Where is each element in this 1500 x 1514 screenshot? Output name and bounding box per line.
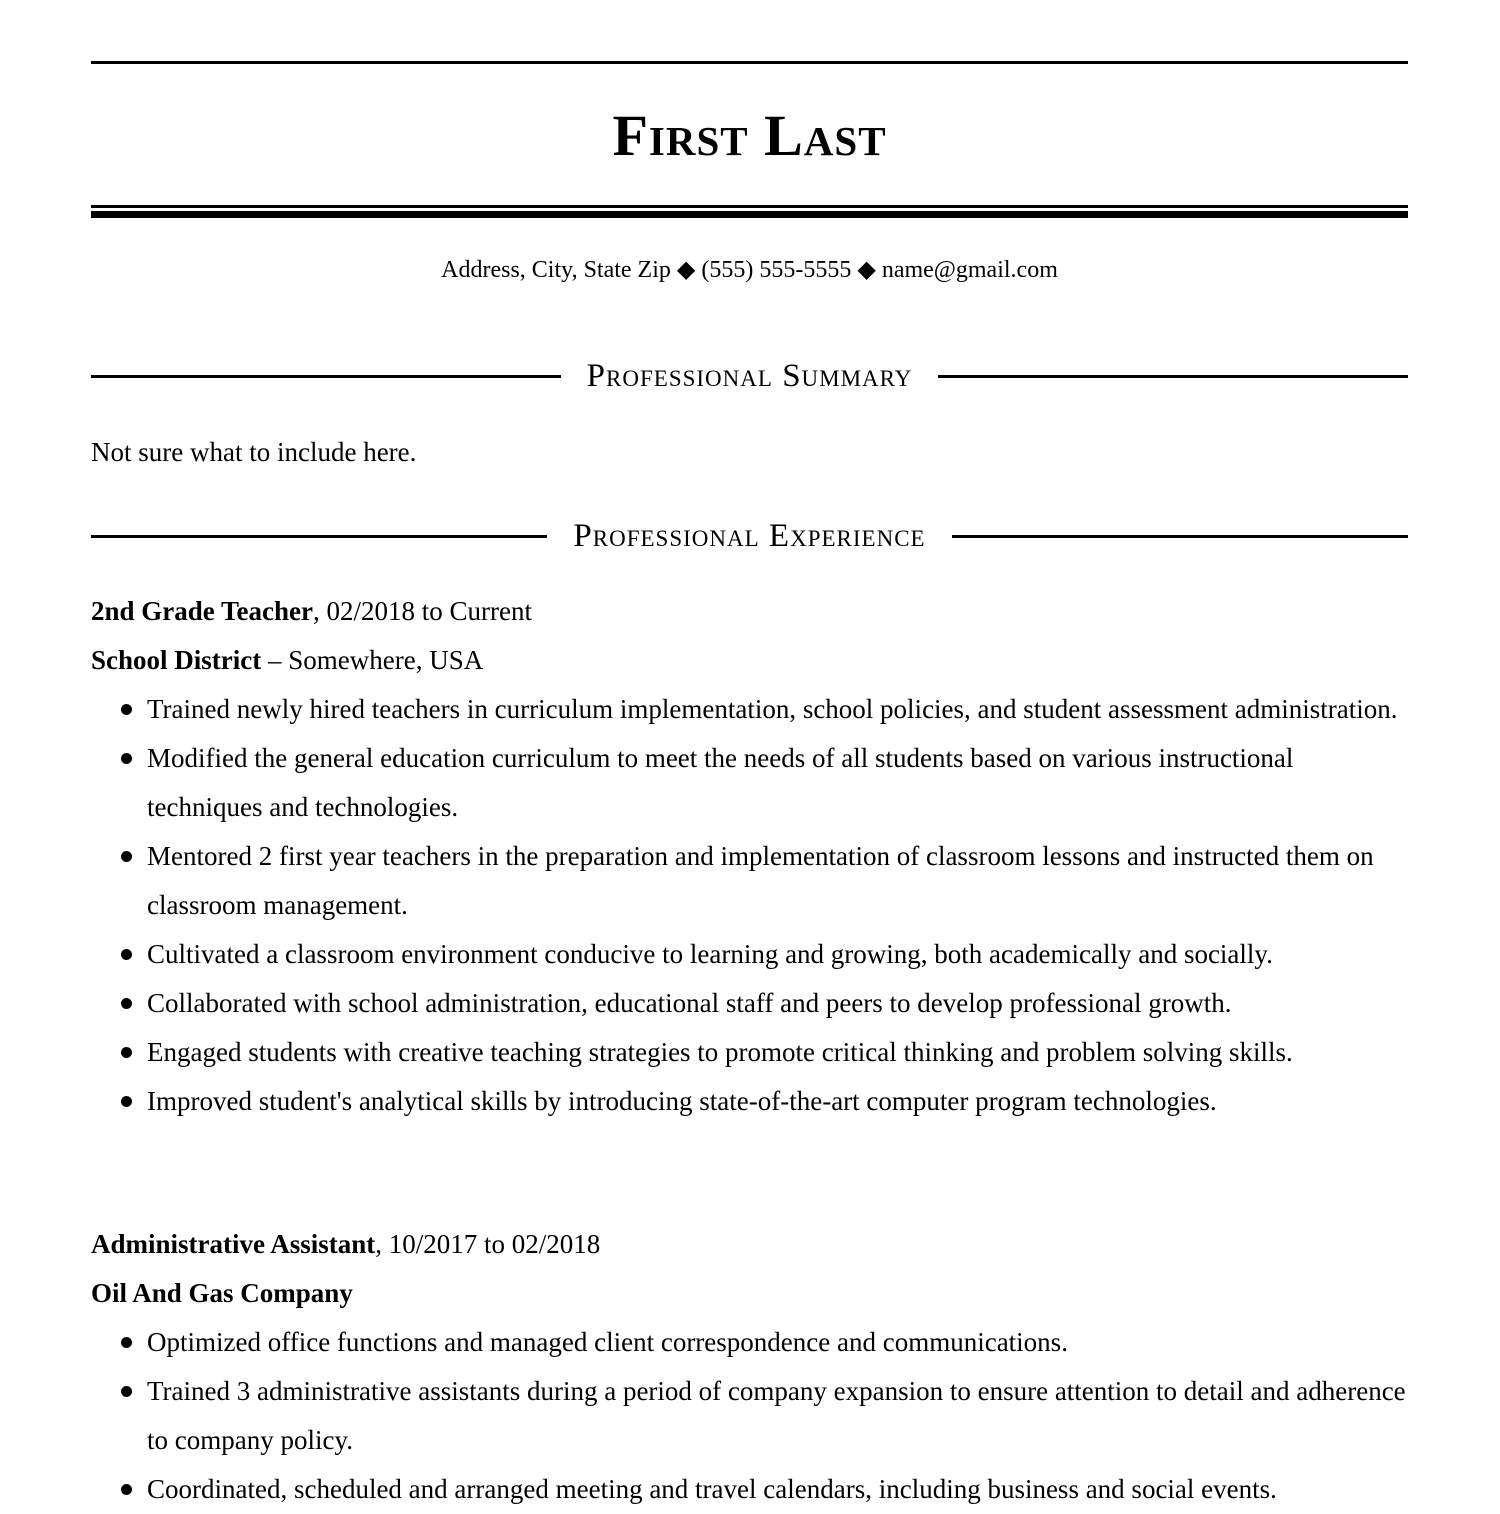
list-item: Trained 3 administrative assistants during a period of company expansion to ensure attention to detail and adherence to company policy.	[91, 1367, 1408, 1465]
double-rule-thick	[91, 211, 1408, 218]
job-heading	[91, 587, 1408, 636]
job-employer	[91, 636, 1408, 685]
bullet-list	[91, 1318, 1408, 1514]
company-name: Oil And Gas Company	[91, 1278, 353, 1308]
top-rule	[91, 61, 1408, 64]
job-dates: , 10/2017 to 02/2018	[375, 1229, 601, 1259]
candidate-name: First Last	[612, 103, 887, 168]
contact-phone: (555) 555-5555	[701, 257, 852, 283]
contact-line	[91, 254, 1408, 286]
job-title: Administrative Assistant	[91, 1229, 376, 1259]
divider	[952, 535, 1408, 538]
list-item: Modified the general education curriculum to meet the needs of all students based on various instructional techniques and technologies.	[91, 734, 1408, 832]
company-location: – Somewhere, USA	[261, 645, 484, 675]
job-entry	[91, 1220, 1408, 1514]
bullet-list	[91, 685, 1408, 1126]
contact-email: name@gmail.com	[881, 257, 1058, 283]
section-header-summary	[91, 356, 1408, 396]
job-dates: , 02/2018 to Current	[313, 596, 532, 626]
list-item: Coordinated, scheduled and arranged meeting and travel calendars, including business and social events.	[91, 1465, 1408, 1514]
diamond-separator-icon: ◆	[857, 257, 876, 283]
job-employer	[91, 1269, 1408, 1318]
list-item: Trained newly hired teachers in curriculum implementation, school policies, and student assessment administration.	[91, 685, 1408, 734]
double-rule-thin	[91, 205, 1408, 208]
divider	[91, 535, 547, 538]
list-item: Mentored 2 first year teachers in the preparation and implementation of classroom lessons and instructed them on classroom management.	[91, 832, 1408, 930]
section-title: Professional Summary	[586, 357, 913, 394]
job-entry	[91, 587, 1408, 1126]
contact-address: Address, City, State Zip	[441, 257, 671, 283]
divider	[938, 375, 1408, 378]
list-item: Improved student's analytical skills by introducing state-of-the-art computer program technologies.	[91, 1077, 1408, 1126]
summary-text: Not sure what to include here.	[91, 437, 417, 467]
diamond-separator-icon: ◆	[676, 257, 696, 283]
section-title: Professional Experience	[573, 517, 926, 554]
list-item: Optimized office functions and managed client correspondence and communications.	[91, 1318, 1408, 1367]
job-title: 2nd Grade Teacher	[91, 596, 314, 626]
divider	[91, 375, 561, 378]
company-name: School District	[91, 645, 262, 675]
list-item: Cultivated a classroom environment conducive to learning and growing, both academically and socially.	[91, 930, 1408, 979]
list-item: Collaborated with school administration, educational staff and peers to develop professional growth.	[91, 979, 1408, 1028]
job-heading	[91, 1220, 1408, 1269]
list-item: Engaged students with creative teaching strategies to promote critical thinking and problem solving skills.	[91, 1028, 1408, 1077]
section-header-experience	[91, 516, 1408, 556]
